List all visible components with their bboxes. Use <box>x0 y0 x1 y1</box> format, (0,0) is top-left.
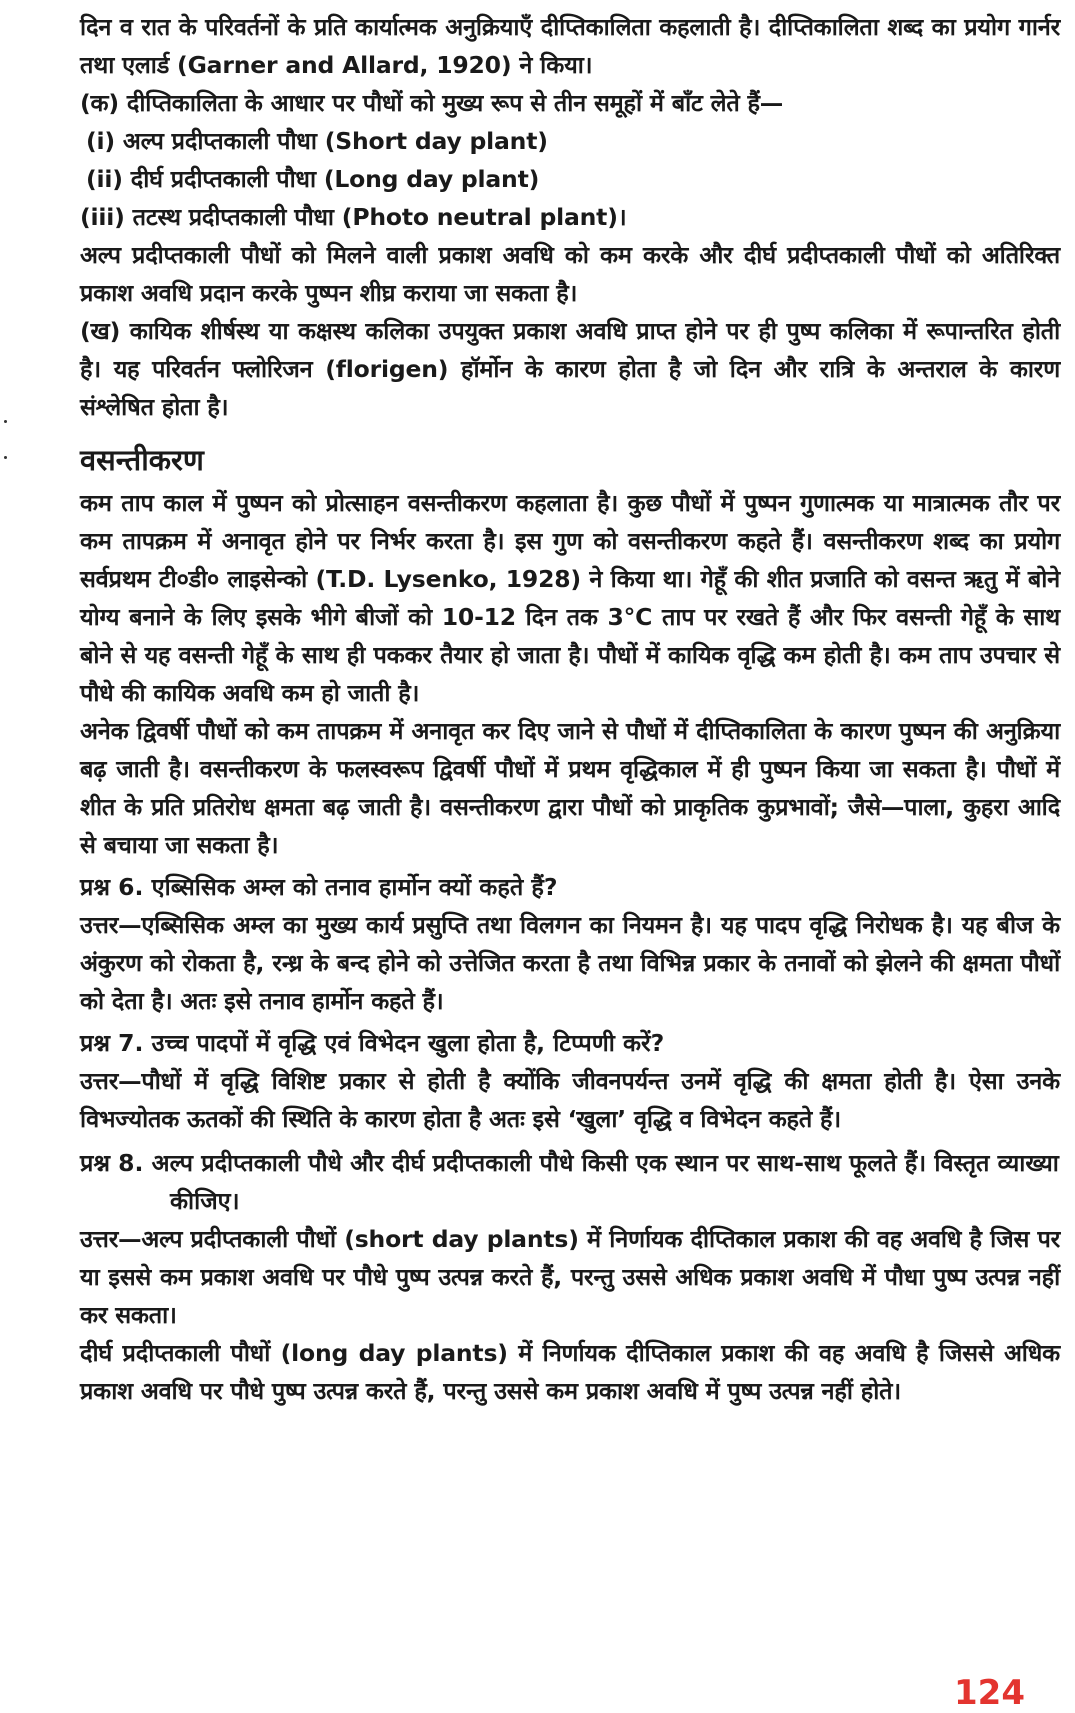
paragraph-photoperiodism: दिन व रात के परिवर्तनों के प्रति कार्यात्मक अनुक्रियाएँ दीप्तिकालिता कहलाती है। दीप्तिकालिता शब्द का प्रयोग गार्नर तथा एलार्ड (Garner and Allard, 1920) ने किया। <box>80 13 1060 79</box>
margin-dot <box>4 420 7 423</box>
page-number: 124 <box>954 1673 1025 1713</box>
paragraph-vernalization-definition: कम ताप काल में पुष्पन को प्रोत्साहन वसन्तीकरण कहलाता है। कुछ पौधों में पुष्पन गुणात्मक या मात्रात्मक तौर पर कम तापक्रम में अनावृत होने पर निर्भर करता है। इस गुण को वसन्तीकरण कहते हैं। वसन्तीकरण शब्द का प्रयोग सर्वप्रथम टी०डी० लाइसेन्को (T.D. Lysenko, 1928) ने किया था। गेहूँ की शीत प्रजाति को वसन्त ऋतु में बोने योग्य बनाने के लिए इसके भीगे बीजों को 10-12 दिन तक 3°C ताप पर रखते हैं और फिर वसन्ती गेहूँ के साथ बोने से यह वसन्ती गेहूँ के साथ ही पककर तैयार हो जाता है। पौधों में कायिक वृद्धि कम होती है। कम ताप उपचार से पौधे की कायिक अवधि कम हो जाती है। <box>80 489 1060 707</box>
list-item-short-day: (i) अल्प प्रदीप्तकाली पौधा (Short day plant) <box>86 127 548 155</box>
answer-8-short-day: उत्तर—अल्प प्रदीप्तकाली पौधों (short day plants) में निर्णायक दीप्तिकाल प्रकाश की वह अवधि है जिस पर या इससे कम प्रकाश अवधि पर पौधे पुष्प उत्पन्न करते हैं, परन्तु उससे अधिक प्रकाश अवधि में पौधा पुष्प उत्पन्न नहीं कर सकता। <box>80 1225 1060 1329</box>
answer-8-long-day: दीर्घ प्रदीप्तकाली पौधों (long day plants) में निर्णायक दीप्तिकाल प्रकाश की वह अवधि है जिससे अधिक प्रकाश अवधि पर पौधे पुष्प उत्पन्न करते हैं, परन्तु उससे कम प्रकाश अवधि में पुष्प उत्पन्न नहीं होते। <box>80 1339 1060 1405</box>
answer-6: उत्तर—एब्सिसिक अम्ल का मुख्य कार्य प्रसुप्ति तथा विलगन का नियमन है। यह पादप वृद्धि निरोधक है। यह बीज के अंकुरण को रोकता है, रन्ध्र के बन्द होने को उत्तेजित करता है तथा विभिन्न प्रकार के तनावों को झेलने की क्षमता पौधों को देता है। अतः इसे तनाव हार्मोन कहते हैं। <box>80 911 1060 1015</box>
paragraph-groups-intro: (क) दीप्तिकालिता के आधार पर पौधों को मुख्य रूप से तीन समूहों में बाँट लेते हैं— <box>80 89 784 117</box>
question-7: प्रश्न 7. उच्च पादपों में वृद्धि एवं विभेदन खुला होता है, टिप्पणी करें? <box>80 1029 665 1057</box>
margin-dot <box>4 456 7 459</box>
list-item-long-day: (ii) दीर्घ प्रदीप्तकाली पौधा (Long day plant) <box>86 165 540 193</box>
paragraph-light-period: अल्प प्रदीप्तकाली पौधों को मिलने वाली प्रकाश अवधि को कम करके और दीर्घ प्रदीप्तकाली पौधों को अतिरिक्त प्रकाश अवधि प्रदान करके पुष्पन शीघ्र कराया जा सकता है। <box>80 241 1060 307</box>
list-item-neutral: (iii) तटस्थ प्रदीप्तकाली पौधा (Photo neutral plant)। <box>80 203 627 231</box>
section-heading-vernalization: वसन्तीकरण <box>80 443 204 477</box>
question-8: प्रश्न 8. अल्प प्रदीप्तकाली पौधे और दीर्घ प्रदीप्तकाली पौधे किसी एक स्थान पर साथ-साथ फूलते हैं। विस्तृत व्याख्या कीजिए। <box>80 1149 1059 1215</box>
answer-7: उत्तर—पौधों में वृद्धि विशिष्ट प्रकार से होती है क्योंकि जीवनपर्यन्त उनमें वृद्धि की क्षमता होती है। ऐसा उनके विभज्योतक ऊतकों की स्थिति के कारण होता है अतः इसे ‘खुला’ वृद्धि व विभेदन कहते हैं। <box>80 1067 1060 1133</box>
document-page <box>80 8 1060 1410</box>
paragraph-vernalization-effects: अनेक द्विवर्षी पौधों को कम तापक्रम में अनावृत कर दिए जाने से पौधों में दीप्तिकालिता के कारण पुष्पन की अनुक्रिया बढ़ जाती है। वसन्तीकरण के फलस्वरूप द्विवर्षी पौधों में प्रथम वृद्धिकाल में ही पुष्पन किया जा सकता है। पौधों में शीत के प्रति प्रतिरोध क्षमता बढ़ जाती है। वसन्तीकरण द्वारा पौधों को प्राकृतिक कुप्रभावों; जैसे—पाला, कुहरा आदि से बचाया जा सकता है। <box>80 717 1060 859</box>
question-6: प्रश्न 6. एब्सिसिक अम्ल को तनाव हार्मोन क्यों कहते हैं? <box>80 873 558 901</box>
paragraph-florigen: (ख) कायिक शीर्षस्थ या कक्षस्थ कलिका उपयुक्त प्रकाश अवधि प्राप्त होने पर ही पुष्प कलिका में रूपान्तरित होती है। यह परिवर्तन फ्लोरिजन (florigen) हॉर्मोन के कारण होता है जो दिन और रात्रि के अन्तराल के कारण संश्लेषित होता है। <box>80 317 1060 421</box>
